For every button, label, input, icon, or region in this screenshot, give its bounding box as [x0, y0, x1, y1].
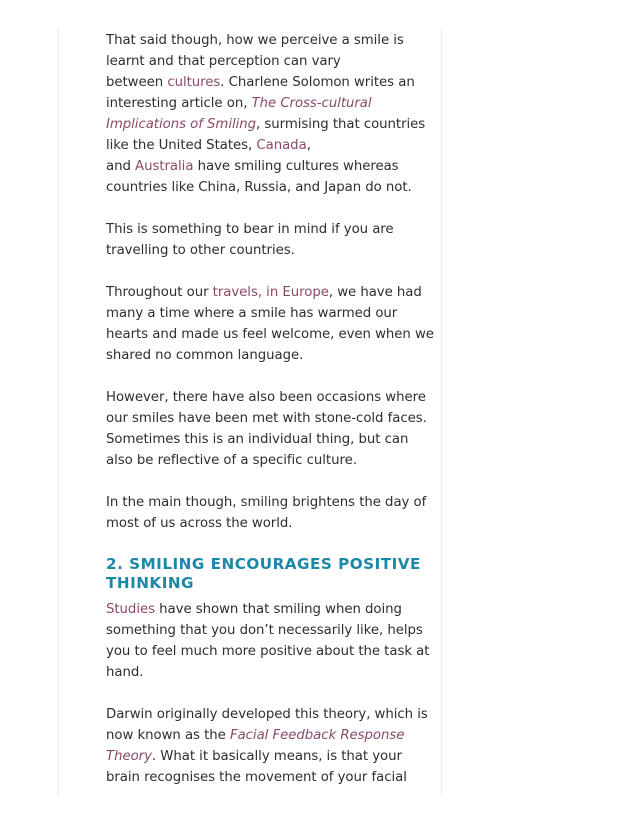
paragraph-travel-advice — [106, 219, 406, 261]
content-column-left-border — [58, 28, 59, 796]
text-fragment: like the United States, — [106, 138, 257, 153]
text-fragment: and — [106, 159, 136, 174]
text-fragment: Throughout our — [106, 285, 213, 300]
text-fragment: have shown that smiling when doing — [154, 602, 402, 617]
text-line: most of us across the world. — [106, 516, 293, 531]
text-line — [106, 114, 426, 135]
cross-cultural-article-link[interactable]: The Cross-cultural — [251, 96, 372, 111]
article-body — [106, 30, 434, 809]
cross-cultural-article-link-continued[interactable]: Implications of Smiling — [106, 117, 257, 132]
paragraph-darwin-theory — [106, 704, 428, 788]
text-fragment: . Charlene Solomon writes an — [220, 75, 415, 90]
text-fragment: , — [306, 138, 311, 153]
text-line — [106, 135, 406, 156]
paragraph-stone-cold-faces — [106, 387, 427, 471]
section-heading-positive-thinking — [106, 555, 421, 593]
paragraph-studies — [106, 599, 430, 683]
text-fragment: now known as the — [106, 728, 230, 743]
text-line: shared no common language. — [106, 348, 304, 363]
text-line: something that you don’t necessarily like, helps — [106, 623, 423, 638]
travels-in-europe-link[interactable]: travels, in Europe — [212, 285, 329, 300]
text-line — [106, 282, 422, 303]
text-fragment: , we have had — [328, 285, 422, 300]
heading-line: 2. SMILING ENCOURAGES POSITIVE — [106, 555, 421, 573]
text-line — [106, 156, 406, 177]
paragraph-cultural-perception — [106, 30, 426, 198]
text-line — [106, 93, 406, 114]
text-line: also be reflective of a specific culture. — [106, 453, 357, 468]
text-line: countries like China, Russia, and Japan do not. — [106, 180, 412, 195]
text-fragment: interesting article on, — [106, 96, 252, 111]
text-line — [106, 746, 406, 767]
text-line — [106, 72, 415, 93]
canada-link[interactable]: Canada — [256, 138, 307, 153]
text-line: This is something to bear in mind if you are — [106, 222, 394, 237]
heading-line: THINKING — [106, 574, 195, 592]
text-line — [106, 599, 406, 620]
text-fragment: have smiling cultures whereas — [193, 159, 399, 174]
text-fragment: . What it basically means, is that your — [151, 749, 402, 764]
australia-link[interactable]: Australia — [135, 159, 194, 174]
text-line: learnt and that perception can vary — [106, 54, 341, 69]
facial-feedback-theory-link[interactable]: Facial Feedback Response — [229, 728, 405, 743]
text-line: hand. — [106, 665, 144, 680]
paragraph-smiling-brightens — [106, 492, 427, 534]
text-line — [106, 725, 406, 746]
facial-feedback-theory-link-continued[interactable]: Theory — [106, 749, 152, 764]
text-line: In the main though, smiling brightens the day of — [106, 495, 427, 510]
content-column-right-border — [441, 28, 442, 796]
studies-link[interactable]: Studies — [106, 602, 155, 617]
text-line: brain recognises the movement of your facial — [106, 770, 407, 785]
text-line: travelling to other countries. — [106, 243, 295, 258]
text-line: you to feel much more positive about the task at — [106, 644, 430, 659]
text-line: However, there have also been occasions where — [106, 390, 426, 405]
text-line: many a time where a smile has warmed our — [106, 306, 398, 321]
paragraph-europe-travels — [106, 282, 434, 366]
text-line: That said though, how we perceive a smile is — [106, 33, 404, 48]
text-fragment: , surmising that countries — [256, 117, 426, 132]
text-line: our smiles have been met with stone-cold faces. — [106, 411, 427, 426]
text-fragment: between — [106, 75, 168, 90]
text-line: Darwin originally developed this theory, which is — [106, 707, 428, 722]
text-line: Sometimes this is an individual thing, but can — [106, 432, 409, 447]
text-line: hearts and made us feel welcome, even when we — [106, 327, 434, 342]
cultures-link[interactable]: cultures — [167, 75, 221, 90]
